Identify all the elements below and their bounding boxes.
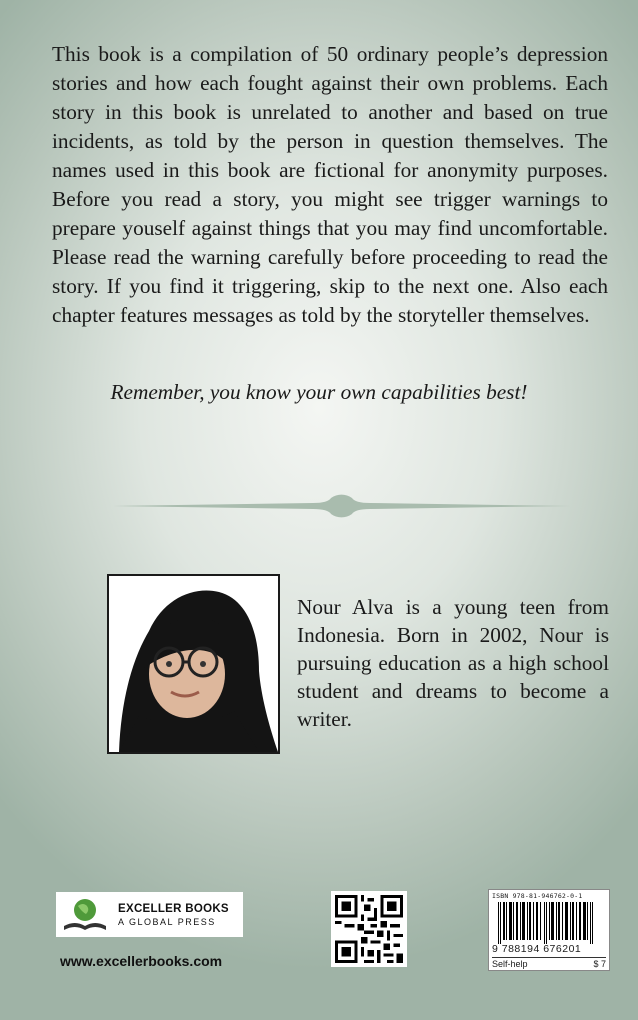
publisher-tagline: A GLOBAL PRESS: [118, 916, 216, 927]
globe-book-icon: [60, 896, 110, 934]
book-price: $ 7: [593, 959, 606, 969]
isbn-label: ISBN 978-81-946762-0-1: [492, 892, 583, 900]
book-category: Self-help: [492, 959, 528, 969]
author-bio: Nour Alva is a young teen from Indonesia. Born in 2002, Nour is pursuing education as a high school student and dreams to become a writer.: [297, 595, 609, 731]
publisher-name: EXCELLER BOOKS: [118, 902, 229, 915]
book-blurb: This book is a compilation of 50 ordinary people’s depression stories and how each fought against their own problems. Each story in this book is unrelated to another and based on true incidents, as told by the person in question themselves. The names used in this book are fictional for anonymity purposes. Before you read a story, you might see trigger warnings to prepare youself against things that you may find uncomfortable. Please read the warning carefully before proceeding to read the story. If you find it triggering, skip to the next one. Also each chapter features messages as told by the storyteller themselves.: [52, 42, 608, 327]
author-portrait-icon: [109, 576, 278, 752]
publisher-website[interactable]: www.excellerbooks.com: [60, 953, 223, 969]
divider-ornament: [113, 486, 570, 526]
price-row: [492, 957, 606, 969]
publisher-logo: [56, 892, 243, 937]
qr-code-icon[interactable]: [331, 891, 407, 967]
author-photo: [107, 574, 280, 754]
isbn-digits: 9 788194 676201: [492, 943, 582, 955]
barcode-bars-icon: [492, 902, 608, 944]
isbn-barcode: [488, 889, 610, 971]
closing-quote: Remember, you know your own capabilities best!: [110, 380, 528, 404]
